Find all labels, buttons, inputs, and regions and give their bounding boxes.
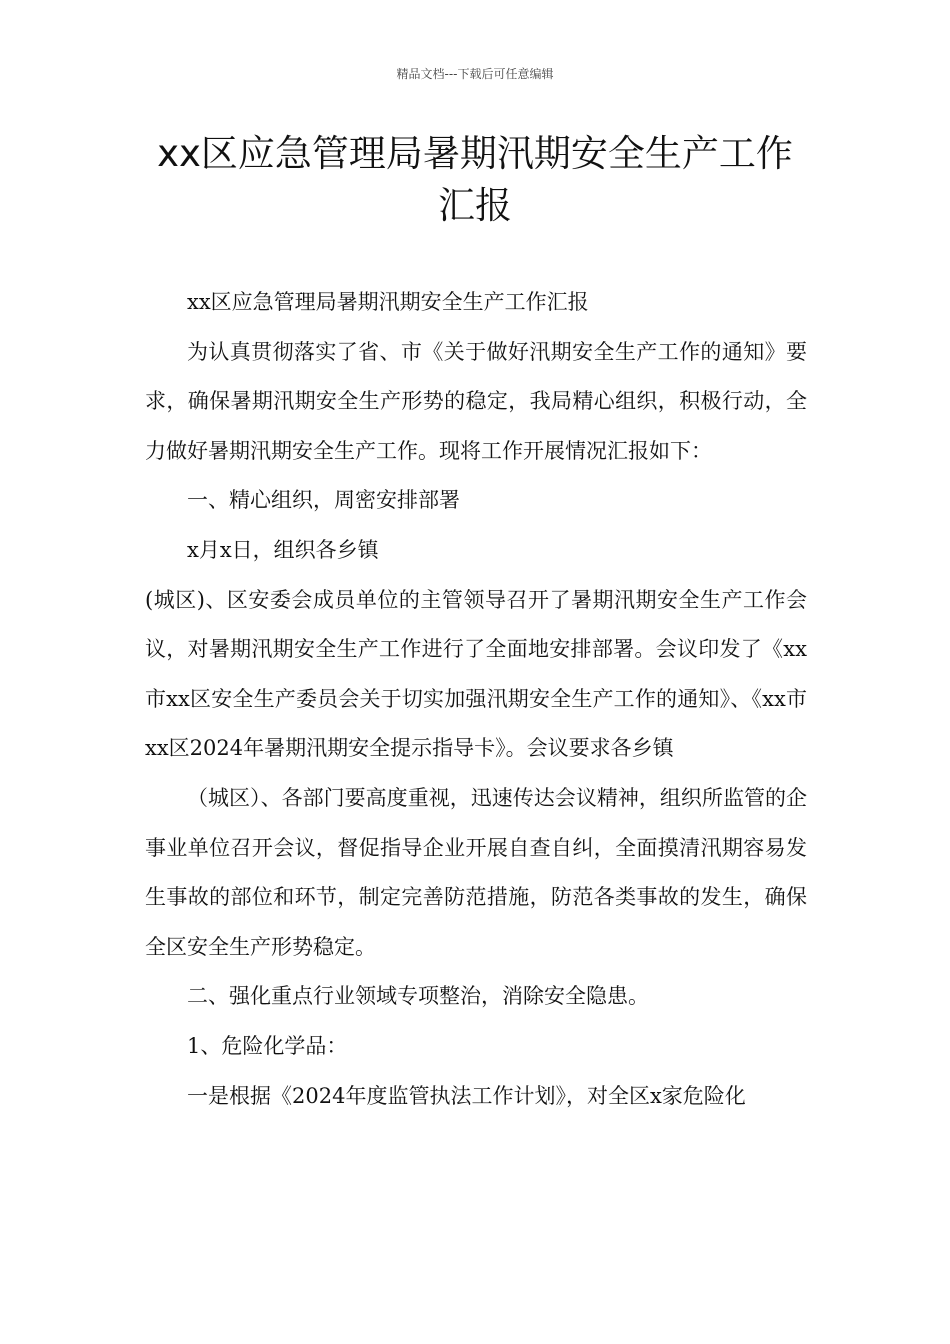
paragraph-requirements: （城区）、各部门要高度重视，迅速传达会议精神，组织所监管的企事业单位召开会议，督促指导企业开展自查自纠，全面摸清汛期容易发生事故的部位和环节，制定完善防范措施，防范各类事故的发生，确保全区安全生产形势稳定。 [145,785,807,959]
paragraph-subtitle: xx区应急管理局暑期汛期安全生产工作汇报 [187,290,589,314]
paragraph-intro: 为认真贯彻落实了省、市《关于做好汛期安全生产工作的通知》要求，确保暑期汛期安全生产形势的稳定，我局精心组织，积极行动，全力做好暑期汛期安全生产工作。现将工作开展情况汇报如下： [145,339,807,463]
page-header: 精品文档---下载后可任意编辑 [396,67,554,81]
document-body [145,278,807,1121]
subsection-heading-1: 1、危险化学品： [187,1033,348,1058]
section-heading-2: 二、强化重点行业领域专项整治，消除安全隐患。 [187,984,649,1009]
paragraph-hazardous-chemicals: 一是根据《2024年度监管执法工作计划》，对全区x家危险化 [187,1083,746,1108]
paragraph-date: x月x日，组织各乡镇 [187,537,379,562]
paragraph-meeting: (城区)、区安委会成员单位的主管领导召开了暑期汛期安全生产工作会议，对暑期汛期安全生产工作进行了全面地安排部署。会议印发了《xx市xx区安全生产委员会关于切实加强汛期安全生产工作的通知》、《xx市xx区2024年暑期汛期安全提示指导卡》。会议要求各乡镇 [145,587,807,761]
document-title: xx区应急管理局暑期汛期安全生产工作汇报 [157,132,793,227]
section-heading-1: 一、精心组织，周密安排部署 [187,488,460,513]
